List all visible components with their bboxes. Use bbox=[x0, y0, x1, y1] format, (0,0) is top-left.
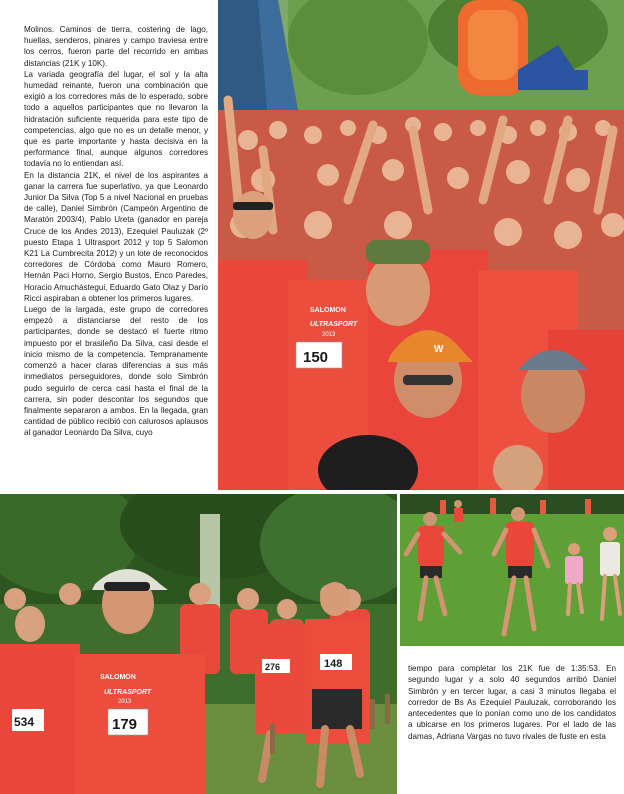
shirt-brand-text: SALOMON bbox=[310, 307, 346, 314]
paragraph: La variada geografía del lugar, el sol y la alta humedad reinante, fueron una combinación que exigió a los corredores más de lo esperado, sobre todo a aquellos participantes que no llevaron la hidratación suficiente requerida para este tipo de competencias, algo que no es un detalle menor, y que es parte importante y hasta decisiva en la performance final, aunque algunos corredores todavía no lo entiendan así. bbox=[24, 69, 208, 169]
paragraph: Molinos. Caminos de tierra, costering de lago, huellas, senderos, pinares y campo traviesa entre los cerros, fueron parte del recorrido en ambas distancias (21K y 10K). bbox=[24, 25, 208, 68]
shirt-year-text: 2013 bbox=[322, 332, 336, 338]
cap-logo: W bbox=[434, 344, 444, 355]
shirt-event-text: ULTRASPORT bbox=[310, 321, 358, 328]
bib-number: 148 bbox=[324, 658, 343, 670]
article-text-right bbox=[408, 663, 616, 742]
bib-number: 276 bbox=[265, 662, 281, 672]
shirt-event-text: ULTRASPORT bbox=[104, 689, 152, 696]
shirt-year-text: 2013 bbox=[118, 699, 132, 705]
paragraph: En la distancia 21K, el nivel de los aspirantes a ganar la carrera fue superlativo, ya que Leonardo Junior Da Silva (Top 5 a nivel Nacional en pruebas de calle), Daniel Simbrón (Campeón Argentino de Maratón 2003/4), Pablo Ureta (ganador en pareja Cruce de los Andes 2013), Ezequiel Pauluzak (2º puesto Etapa 1 Ultrasport 2012 y top 5 Salomon K21 La Cumbrecita 2012) y un lote de reconocidos corredores de Córdoba como Mauro Romero, Hernán Paci Horno, Sergio Bustos, Enco Paredes, Horacio Amuchástegui, Eduardo Gato Olaz y Darío Ricci aspiraban a obtener los primeros lugares. bbox=[24, 170, 208, 303]
bib-number: 179 bbox=[112, 716, 138, 733]
article-text-left bbox=[24, 24, 208, 439]
bib-number: 534 bbox=[14, 715, 35, 729]
bib-number: 150 bbox=[303, 349, 329, 366]
paragraph: Luego de la largada, este grupo de corredores empezó a distanciarse del resto de los participantes, donde se destacó el fuerte ritmo impuesto por el brasileño Da Silva, casi desde el inicio mismo de la competencia. Tempranamente comenzó a hacer claras diferencias a sus más inmediatos perseguidores, donde solo Simbrón pudo seguirlo de cerca casi hasta el final de la carrera, sin poder descontar los segundos que finalmente separaron a ambos. En la llegada, gran cantidad de público recibió con calurosos aplausos al ganador Leonardo Da Silva, cuyo bbox=[24, 305, 208, 438]
photo-runners-crowd bbox=[218, 0, 624, 490]
shirt-brand-text: SALOMON bbox=[100, 674, 136, 681]
photo-runners-trail bbox=[0, 494, 397, 794]
paragraph: tiempo para completar los 21K fue de 1:35:53. En segundo lugar y a solo 40 segundos arribó Daniel Simbrón y en tercer lugar, a casi 3 minutos llegaba el corredor de Bs As Ezequiel Pauluzak, corroborando los antecedentes que lo ponían como uno de los candidatos a ubicarse en los primeros lugares. Por el lado de las damas, Adriana Vargas no tuvo rivales de fuste en esta bbox=[408, 664, 616, 741]
photo-runners-field bbox=[400, 494, 624, 646]
